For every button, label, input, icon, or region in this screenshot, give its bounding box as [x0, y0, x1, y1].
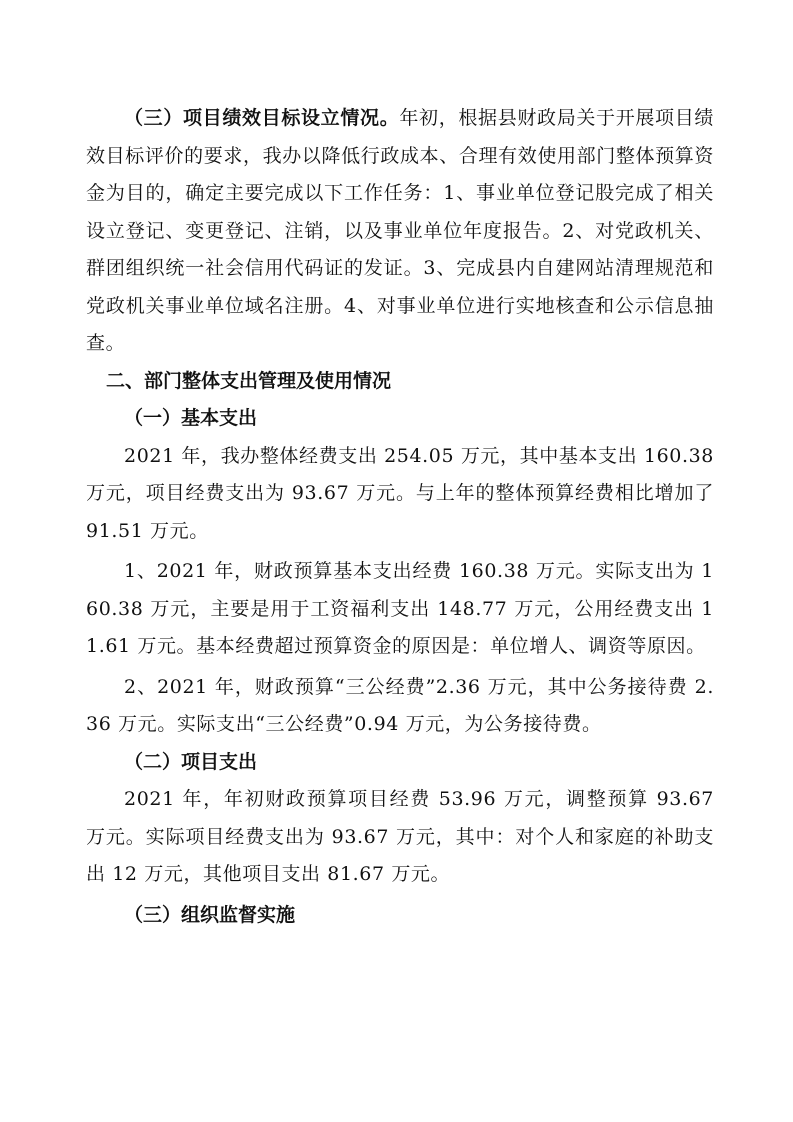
section-heading-overall-expenditure: 二、部门整体支出管理及使用情况	[106, 369, 392, 392]
paragraph-basic-expenditure-detail: 1、2021 年，财政预算基本支出经费 160.38 万元。实际支出为 160.38 万元，主要是用于工资福利支出 148.77 万元，公用经费支出 11.61 万元。基本经费超过预算资金的原因是：单位增人、调资等原因。	[86, 560, 714, 657]
document-body	[86, 100, 714, 934]
paragraph-project-expenditure: 2021 年，年初财政预算项目经费 53.96 万元，调整预算 93.67 万元。实际项目经费支出为 93.67 万元，其中：对个人和家庭的补助支出 12 万元，其他项目支出 81.67 万元。	[86, 788, 714, 885]
subsection-heading-supervision: （三）组织监督实施	[124, 903, 296, 926]
paragraph-overall-expenditure: 2021 年，我办整体经费支出 254.05 万元，其中基本支出 160.38 万元，项目经费支出为 93.67 万元。与上年的整体预算经费相比增加了 91.51 万元。	[86, 444, 714, 542]
subsection-heading-basic-expenditure: （一）基本支出	[124, 407, 258, 429]
performance-goals-text: 年初，根据县财政局关于开展项目绩效目标评价的要求，我办以降低行政成本、合理有效使用部门整体预算资金为目的，确定主要完成以下工作任务：1、事业单位登记股完成了相关设立登记、变更登记、注销，以及事业单位年度报告。2、对党政机关、群团组织统一社会信用代码证的发证。3、完成县内自建网站清理规范和党政机关事业单位域名注册。4、对事业单位进行实地核查和公示信息抽查。	[86, 107, 714, 354]
inline-heading-performance-goals: （三）项目绩效目标设立情况。	[124, 107, 400, 129]
paragraph-performance-goals	[86, 100, 714, 363]
paragraph-three-public-expenses: 2、2021 年，财政预算“三公经费”2.36 万元，其中公务接待费 2.36 万元。实际支出“三公经费”0.94 万元，为公务接待费。	[86, 675, 714, 735]
subsection-heading-project-expenditure: （二）项目支出	[124, 750, 258, 773]
